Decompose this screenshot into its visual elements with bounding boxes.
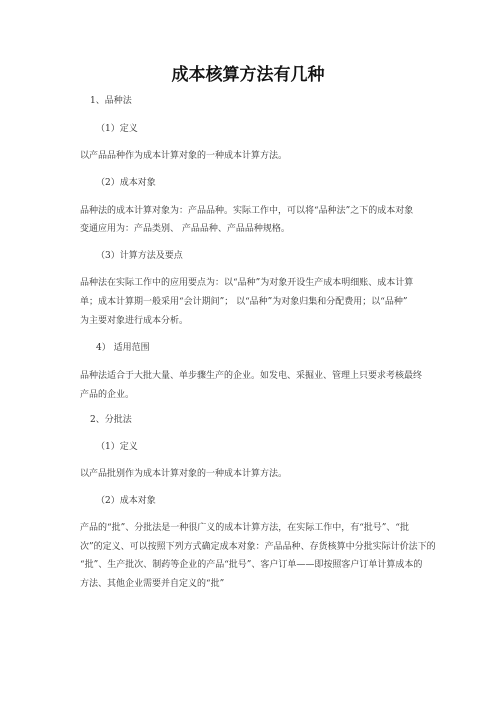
section-heading-1: 1、品种法	[90, 96, 132, 106]
document-title: 成本核算方法有几种	[171, 65, 325, 85]
paragraph-line: 品种法的成本计算对象为：产品品种。实际工作中，可以将“品种法”之下的成本对象	[80, 206, 414, 216]
paragraph-line: 方法、其他企业需要并自定义的“批”	[80, 579, 225, 589]
paragraph-line: 品种法适合于大批大量、单步骤生产的企业。如发电、采掘业、管理上只要求考核最终	[80, 371, 423, 381]
paragraph-line: 变通应用为：产品类别、 产品品种、产品品种规格。	[80, 224, 290, 234]
section-heading-2: 2、分批法	[90, 415, 132, 425]
subheading-scope: 4） 适用范围	[96, 343, 150, 353]
paragraph-line: 为主要对象进行成本分析。	[80, 316, 189, 326]
subheading-method: （3）计算方法及要点	[96, 251, 183, 261]
paragraph-line: 产品的“批”、分批法是一种很广义的成本计算方法，在实际工作中，有“批号”、“批	[80, 523, 410, 533]
paragraph-line: 单；成本计算期一般采用“会计期间”； 以“品种”为对象归集和分配费用；以“品种”	[80, 297, 408, 307]
paragraph-line: 以产品批别作为成本计算对象的一种成本计算方法。	[80, 469, 288, 479]
subheading-definition: （1）定义	[96, 442, 138, 452]
subheading-definition: （1）定义	[96, 124, 138, 134]
paragraph-line: 产品的企业。	[80, 390, 135, 400]
paragraph-line: 次”的定义、可以按照下列方式确定成本对象：产品品种、存货核算中分批实际计价法下的	[80, 542, 436, 552]
paragraph-line: 以产品品种作为成本计算对象的一种成本计算方法。	[80, 151, 288, 161]
subheading-cost-object: （2）成本对象	[96, 178, 156, 188]
subheading-cost-object: （2）成本对象	[96, 496, 156, 506]
paragraph-line: “批”、生产批次、制药等企业的产品“批号”、客户订单——即按照客户订单计算成本的	[80, 560, 423, 570]
paragraph-line: 品种法在实际工作中的应用要点为：以“品种”为对象开设生产成本明细账、成本计算	[80, 278, 414, 288]
